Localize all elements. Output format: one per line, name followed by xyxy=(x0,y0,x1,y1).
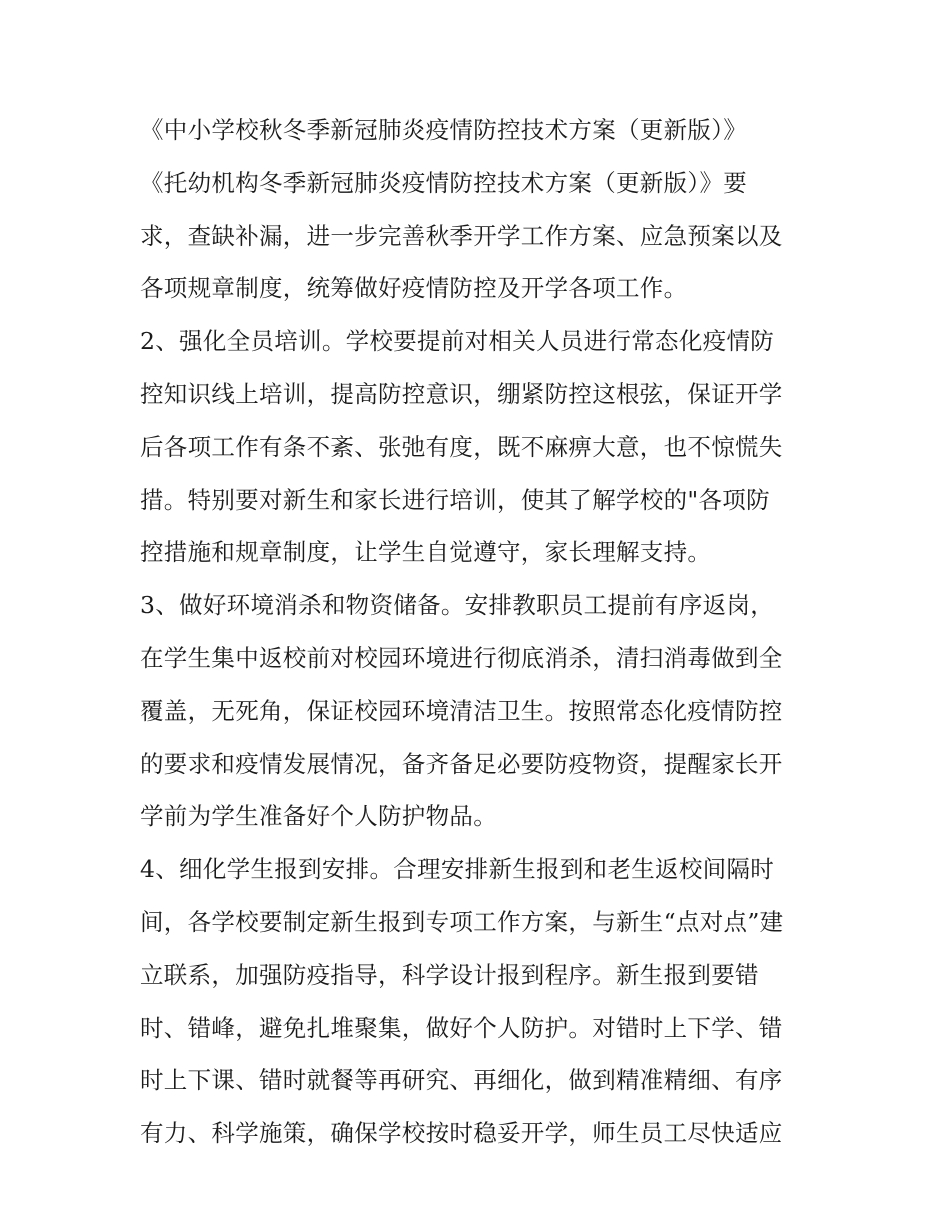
text-line: 时上下课、错时就餐等再研究、再细化，做到精准精细、有序 xyxy=(140,1066,783,1095)
text-line: 3、做好环境消杀和物资储备。安排教职员工提前有序返岗， xyxy=(140,591,775,620)
text-line: 覆盖，无死角，保证校园环境清洁卫生。按照常态化疫情防控 xyxy=(140,696,783,725)
text-line: 各项规章制度，统筹做好疫情防控及开学各项工作。 xyxy=(140,274,688,303)
text-line: 后各项工作有条不紊、张弛有度，既不麻痹大意，也不惊慌失 xyxy=(140,432,783,461)
text-line: 《中小学校秋冬季新冠肺炎疫情防控技术方案（更新版）》 xyxy=(140,116,748,144)
text-line: 2、强化全员培训。学校要提前对相关人员进行常态化疫情防 xyxy=(140,327,775,356)
text-line: 时、错峰，避免扎堆聚集，做好个人防护。对错时上下学、错 xyxy=(140,1013,783,1042)
text-line: 有力、科学施策，确保学校按时稳妥开学，师生员工尽快适应 xyxy=(140,1119,783,1148)
text-line: 控措施和规章制度，让学生自觉遵守，家长理解支持。 xyxy=(140,538,712,567)
text-line: 措。特别要对新生和家长进行培训，使其了解学校的"各项防 xyxy=(140,485,770,514)
text-line: 4、细化学生报到安排。合理安排新生报到和老生返校间隔时 xyxy=(140,855,775,884)
text-line: 的要求和疫情发展情况，备齐备足必要防疫物资，提醒家长开 xyxy=(140,749,783,778)
text-line: 《托幼机构冬季新冠肺炎疫情防控技术方案（更新版）》要 xyxy=(140,168,748,197)
text-line: 在学生集中返校前对校园环境进行彻底消杀，清扫消毒做到全 xyxy=(140,643,783,672)
text-line: 学前为学生准备好个人防护物品。 xyxy=(140,802,497,831)
text-line: 求，查缺补漏，进一步完善秋季开学工作方案、应急预案以及 xyxy=(140,221,783,250)
text-line: 立联系，加强防疫指导，科学设计报到程序。新生报到要错 xyxy=(140,960,759,989)
document-body xyxy=(140,104,830,1160)
text-line: 控知识线上培训，提高防控意识，绷紧防控这根弦，保证开学 xyxy=(140,379,783,408)
text-line: 间，各学校要制定新生报到专项工作方案，与新生“点对点”建 xyxy=(140,907,784,936)
